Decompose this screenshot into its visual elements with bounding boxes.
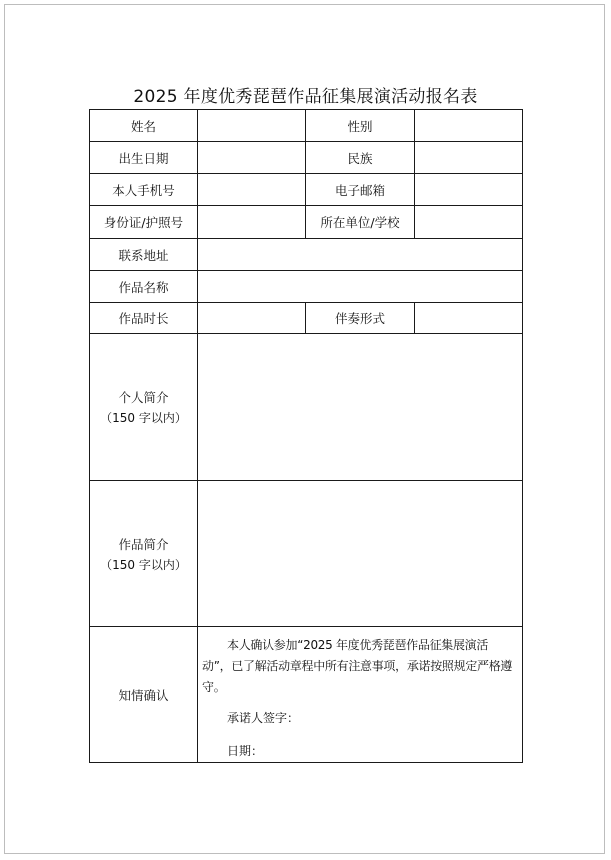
address-label: 联系地址	[90, 239, 198, 271]
name-field[interactable]	[198, 110, 306, 142]
confirmation-label: 知情确认	[90, 627, 198, 763]
organization-label: 所在单位/学校	[306, 206, 415, 239]
work-intro-label: 作品简介	[118, 536, 169, 552]
id-passport-field[interactable]	[198, 206, 306, 239]
email-field[interactable]	[415, 174, 523, 206]
organization-field[interactable]	[415, 206, 523, 239]
accompaniment-label: 伴奏形式	[306, 303, 415, 334]
confirmation-text: 本人确认参加“2025 年度优秀琵琶作品征集展演活动”，已了解活动章程中所有注意事项，承诺按照规定严格遵守。	[202, 638, 513, 694]
work-title-label: 作品名称	[90, 271, 198, 303]
name-label: 姓名	[90, 110, 198, 142]
table-row	[90, 303, 523, 334]
gender-field[interactable]	[415, 110, 523, 142]
table-row	[90, 334, 523, 481]
table-row	[90, 271, 523, 303]
ethnicity-field[interactable]	[415, 142, 523, 174]
bio-label-cell	[90, 334, 198, 481]
table-row	[90, 142, 523, 174]
table-row	[90, 206, 523, 239]
birth-date-field[interactable]	[198, 142, 306, 174]
bio-label: 个人简介	[118, 390, 169, 405]
work-intro-field[interactable]	[198, 481, 523, 627]
bio-limit-note: （150 字以内）	[100, 411, 187, 425]
table-row	[90, 627, 523, 763]
date-field[interactable]	[202, 741, 516, 762]
registration-form-table	[89, 109, 523, 763]
table-row	[90, 174, 523, 206]
bio-field[interactable]	[198, 334, 523, 481]
ethnicity-label: 民族	[306, 142, 415, 174]
table-row	[90, 110, 523, 142]
duration-label: 作品时长	[90, 303, 198, 334]
form-title: 2025 年度优秀琵琶作品征集展演活动报名表	[133, 87, 478, 107]
signature-label: 承诺人签字：	[227, 711, 300, 725]
table-row	[90, 239, 523, 271]
work-intro-limit-note: （150 字以内）	[100, 557, 187, 572]
id-passport-label: 身份证/护照号	[90, 206, 198, 239]
address-field[interactable]	[198, 239, 523, 271]
birth-date-label: 出生日期	[90, 142, 198, 174]
date-label: 日期：	[227, 744, 264, 758]
phone-field[interactable]	[198, 174, 306, 206]
duration-field[interactable]	[198, 303, 306, 334]
work-title-field[interactable]	[198, 271, 523, 303]
signature-field[interactable]	[202, 708, 516, 729]
table-row	[90, 481, 523, 627]
work-intro-label-cell	[90, 481, 198, 627]
gender-label: 性别	[306, 110, 415, 142]
accompaniment-field[interactable]	[415, 303, 523, 334]
email-label: 电子邮箱	[306, 174, 415, 206]
phone-label: 本人手机号	[90, 174, 198, 206]
confirmation-cell	[198, 627, 523, 763]
